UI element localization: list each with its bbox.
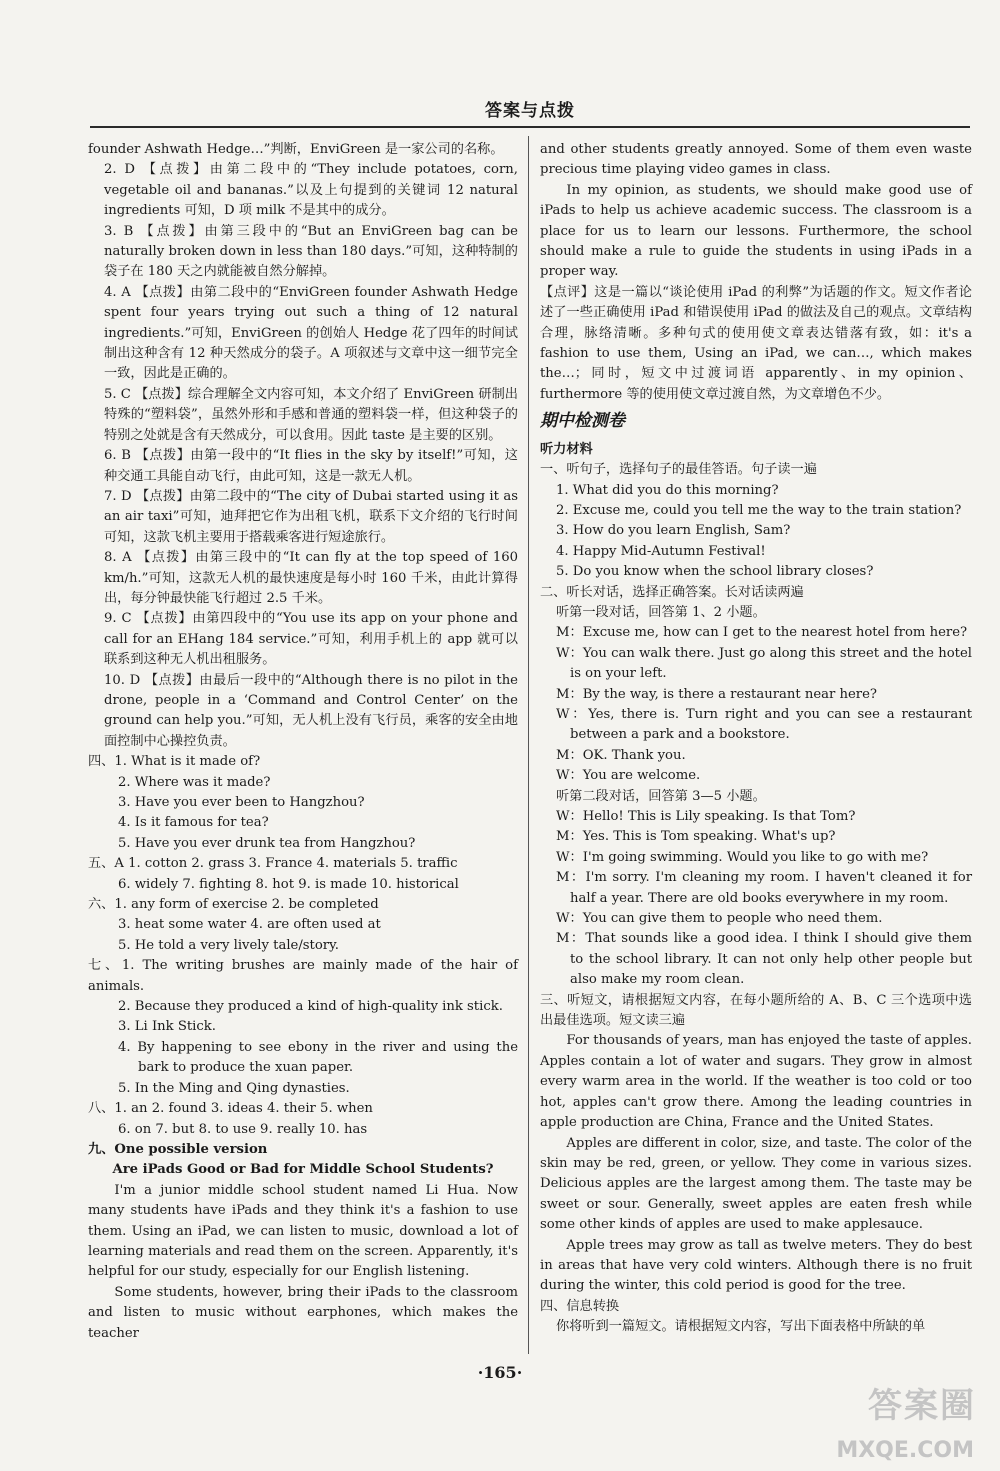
- section-5-line-2: 6. widely 7. fighting 8. hot 9. is made 10. historical: [118, 876, 459, 892]
- answer-4: 4. A 【点拨】由第二段中的“EnviGreen founder Ashwath Hedge spent four years trying out such a thing of 12 natural ingredients.”可知，EnviGreen 的创始人 Hedge 花了四年的时间试制出这种含有 12 种天然成分的袋子。A 项叙述与文章中这一细节完全一致，因此是正确的。: [104, 284, 518, 382]
- section-6-line-1: 六、1. any form of exercise 2. be completed: [88, 897, 379, 913]
- passage-paragraph-1: For thousands of years, man has enjoyed the taste of apples. Apples contain a lot of water and sugars. They grow in almost every warm area in the world. If the weather is too cold or too hot, apples can't grow there. Among the leading countries in apple production are China, France and the United States.: [540, 1033, 972, 1131]
- dialogue-2-instruction: 听第二段对话，回答第 3—5 小题。: [556, 788, 766, 804]
- page-number: ·165·: [477, 1363, 523, 1382]
- answer-7: 7. D 【点拨】由第二段中的“The city of Dubai started using it as an air taxi”可知，迪拜把它作为出租飞机，联系下文介绍的飞行时间可知，这款飞机主要用于搭载乘客进行短途旅行。: [104, 488, 518, 545]
- dialogue-1-line: M：OK. Thank you.: [556, 747, 686, 763]
- listening-part-2-heading: 二、听长对话，选择正确答案。长对话读两遍: [540, 584, 804, 600]
- listening-sentence-1: 1. What did you do this morning?: [556, 482, 779, 498]
- dialogue-1-line: W：You can walk there. Just go along this street and the hotel is on your left.: [556, 645, 972, 682]
- dialogue-1-line: W：Yes, there is. Turn right and you can see a restaurant between a park and a bookstore.: [556, 706, 972, 743]
- section-4-line-5: 5. Have you ever drunk tea from Hangzhou?: [118, 835, 416, 851]
- section-4-line-4: 4. Is it famous for tea?: [118, 815, 269, 831]
- section-4-line-1: 四、1. What is it made of?: [88, 754, 261, 770]
- essay-paragraph-2: Some students, however, bring their iPads to the classroom and listen to music without earphones, which makes the teacher: [88, 1284, 518, 1341]
- watermark-site: MXQE.COM: [836, 1438, 974, 1463]
- listening-sentence-5: 5. Do you know when the school library closes?: [556, 564, 874, 580]
- listening-part-3-heading: 三、听短文，请根据短文内容，在每小题所给的 A、B、C 三个选项中选出最佳选项。短文读三遍: [540, 992, 972, 1029]
- left-column: [88, 140, 518, 1344]
- section-6-line-2: 3. heat some water 4. are often used at: [118, 917, 381, 933]
- dialogue-2-line: W：You can give them to people who need them.: [556, 911, 883, 927]
- dialogue-2-line: W：Hello! This is Lily speaking. Is that Tom?: [556, 809, 856, 824]
- section-7-line-5: 5. In the Ming and Qing dynasties.: [118, 1080, 350, 1096]
- section-7-line-2: 2. Because they produced a kind of high-quality ink stick.: [118, 999, 503, 1015]
- listening-part-4-heading: 四、信息转换: [540, 1298, 620, 1314]
- listening-material-heading: 听力材料: [540, 441, 593, 457]
- dialogue-2-line: W：I'm going swimming. Would you like to go with me?: [556, 849, 929, 865]
- essay-paragraph-3: In my opinion, as students, we should make good use of iPads to help us achieve academic success. The classroom is a place for us to learn our lessons. Furthermore, the school should make a rule to guide the students in using iPads in a proper way.: [540, 182, 972, 280]
- section-7-line-1: 七、1. The writing brushes are mainly made of the hair of animals.: [88, 958, 518, 994]
- answer-2: 2. D 【点拨】由第二段中的“They include potatoes, corn, vegetable oil and bananas.”以及上句提到的关键词 12 natural ingredients 可知，D 项 milk 不是其中的成分。: [104, 162, 518, 219]
- listening-sentence-4: 4. Happy Mid-Autumn Festival!: [556, 543, 766, 559]
- dialogue-2-line: M：I'm sorry. I'm cleaning my room. I haven't cleaned it for half a year. There are old books everywhere in my room.: [556, 870, 972, 906]
- answer-6: 6. B 【点拨】由第一段中的“It flies in the sky by itself!”可知，这种交通工具能自动飞行，由此可知，这是一款无人机。: [104, 448, 518, 484]
- passage-paragraph-3: Apple trees may grow as tall as twelve meters. They do best in areas that have very cold winters. Although there is no fruit during the winter, this cold period is good for the tree.: [540, 1237, 972, 1294]
- essay-comment: 【点评】这是一篇以“谈论使用 iPad 的利弊”为话题的作文。短文作者论述了一些正确使用 iPad 和错误使用 iPad 的做法及自己的观点。文章结构合理，脉络清晰。多种句式的使用使文章表达错落有致，如：it's a fashion to use them, Using an iPad, we can…, which makes the…；同时，短文中过渡词语 apparently、in my opinion、furthermore 等的使用使文章过渡自然，为文章增色不少。: [540, 284, 972, 402]
- section-4-line-3: 3. Have you ever been to Hangzhou?: [118, 795, 365, 810]
- page-header: [90, 92, 970, 128]
- dialogue-1-line: W：You are welcome.: [556, 768, 701, 784]
- dialogue-2-line: M：Yes. This is Tom speaking. What's up?: [556, 829, 836, 845]
- section-8-line-1: 八、1. an 2. found 3. ideas 4. their 5. when: [88, 1101, 373, 1117]
- section-7-line-3: 3. Li Ink Stick.: [118, 1019, 216, 1035]
- watermark-brand: 答案圈: [868, 1386, 976, 1426]
- answer-10: 10. D 【点拨】由最后一段中的“Although there is no pilot in the drone, people in a ‘Command and Control Center’ on the ground can help you.”可知，无人机上没有飞行员，乘客的安全由地面控制中心操控负责。: [104, 672, 518, 749]
- column-divider: [528, 136, 529, 1354]
- section-5-line-1: 五、A 1. cotton 2. grass 3. France 4. materials 5. traffic: [88, 856, 458, 872]
- section-6-line-3: 5. He told a very lively tale/story.: [118, 937, 339, 953]
- right-column: [540, 140, 972, 1338]
- section-8-line-2: 6. on 7. but 8. to use 9. really 10. has: [118, 1121, 368, 1137]
- listening-sentence-2: 2. Excuse me, could you tell me the way to the train station?: [556, 502, 962, 518]
- listening-part-4-instruction: 你将听到一篇短文。请根据短文内容，写出下面表格中所缺的单: [556, 1319, 926, 1335]
- midterm-test-title: 期中检测卷: [540, 411, 625, 432]
- dialogue-1-line: M：Excuse me, how can I get to the nearest hotel from here?: [556, 625, 968, 641]
- essay-title: Are iPads Good or Bad for Middle School Students?: [112, 1162, 494, 1178]
- answer-5: 5. C 【点拨】综合理解全文内容可知，本文介绍了 EnviGreen 研制出特殊的“塑料袋”，虽然外形和手感和普通的塑料袋一样，但这种袋子的特别之处就是含有天然成分，可以食用。因此 taste 是主要的区别。: [104, 386, 518, 443]
- dialogue-1-instruction: 听第一段对话，回答第 1、2 小题。: [556, 604, 766, 620]
- dialogue-2-line: M：That sounds like a good idea. I think I should give them to the school library. It can not only help other people but also make my room clean.: [556, 931, 972, 988]
- header-title: 答案与点拨: [485, 101, 575, 121]
- passage-paragraph-2: Apples are different in color, size, and taste. The color of the skin may be red, green, or yellow. They come in various sizes. Delicious apples are the largest among them. The taste may be sweet or sour. Generally, sweet apples are eaten fresh while some other kinds of apples are used to make applesauce.: [540, 1135, 972, 1233]
- section-7-line-4: 4. By happening to see ebony in the river and using the bark to produce the xuan paper.: [118, 1039, 518, 1076]
- answer-1-continued: founder Ashwath Hedge…”判断，EnviGreen 是一家公司的名称。: [88, 142, 504, 157]
- listening-sentence-3: 3. How do you learn English, Sam?: [556, 523, 791, 539]
- answer-8: 8. A 【点拨】由第三段中的“It can fly at the top speed of 160 km/h.”可知，这款无人机的最快速度是每小时 160 千米，由此计算得出，每分钟最快能飞行超过 2.5 千米。: [104, 550, 518, 606]
- section-4-line-2: 2. Where was it made?: [118, 774, 271, 790]
- essay-paragraph-1: I'm a junior middle school student named Li Hua. Now many students have iPads and they think it's a fashion to use them. Using an iPad, we can listen to music, download a lot of learning materials and read them on the screen. Apparently, it's helpful for our study, especially for our English listening.: [88, 1182, 518, 1280]
- section-9-heading: 九、One possible version: [88, 1141, 268, 1157]
- dialogue-1-line: M：By the way, is there a restaurant near here?: [556, 686, 877, 702]
- answer-9: 9. C 【点拨】由第四段中的“You use its app on your phone and call for an EHang 184 service.”可知，利用手机上的 app 就可以联系到这种无人机出租服务。: [104, 611, 518, 668]
- essay-paragraph-2-continued: and other students greatly annoyed. Some of them even waste precious time playing video games in class.: [540, 142, 972, 178]
- listening-part-1-heading: 一、听句子，选择句子的最佳答语。句子读一遍: [540, 462, 817, 478]
- answer-3: 3. B 【点拨】由第三段中的“But an EnviGreen bag can be naturally broken down in less than 180 days.”可知，这种特制的袋子在 180 天之内就能被自然分解掉。: [104, 223, 518, 280]
